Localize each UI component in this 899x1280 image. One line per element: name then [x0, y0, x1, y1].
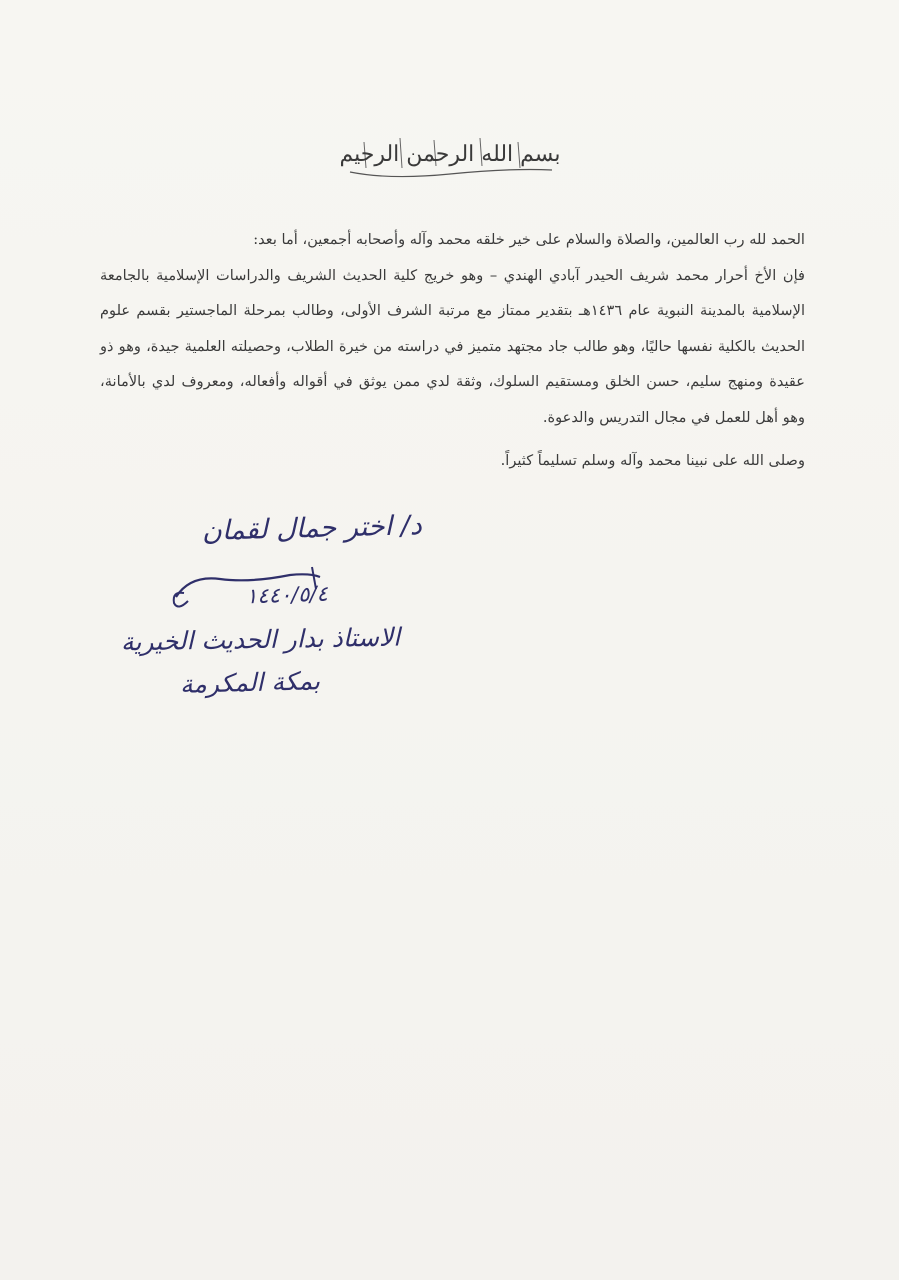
signature-date: ١٤٤٠/٥/٤: [245, 581, 329, 609]
letter-paragraph: فإن الأخ أحرار محمد شريف الحيدر آبادي الهندي – وهو خريج كلية الحديث الشريف والدراسات الإسلامية بالجامعة الإسلامية بالمدينة النبوية عام ١٤٣٦هـ بتقدير ممتاز مع مرتبة الشرف الأولى، وطالب بمرحلة الماجستير بقسم علوم الحديث بالكلية نفسها حاليًا، وهو طالب جاد مجتهد متميز في دراسته من خيرة الطلاب، وحصيلته العلمية جيدة، وهو ذو عقيدة ومنهج سليم، حسن الخلق ومستقيم السلوك، وثقة لدي ممن يوثق في أقواله وأفعاله، ومعروف لدي بالأمانة، وهو أهل للعمل في مجال التدريس والدعوة.: [100, 266, 805, 426]
basmala-calligraphy: [330, 128, 570, 186]
letter-closing: وصلى الله على نبينا محمد وآله وسلم تسليماً كثيراً.: [500, 452, 805, 469]
signature-block: [80, 505, 440, 705]
letter-opening: الحمد لله رب العالمين، والصلاة والسلام على خير خلقه محمد وآله وأصحابه أجمعين، أما بعد:: [253, 231, 805, 248]
signatory-name: د/ اختر جمال لقمان: [201, 510, 423, 547]
signatory-title: الاستاذ بدار الحديث الخيرية: [120, 622, 401, 657]
letter-body: [100, 222, 805, 479]
basmala-text: بسم الله الرحمن الرحيم: [339, 142, 561, 167]
signatory-city: بمكة المكرمة: [179, 666, 321, 699]
